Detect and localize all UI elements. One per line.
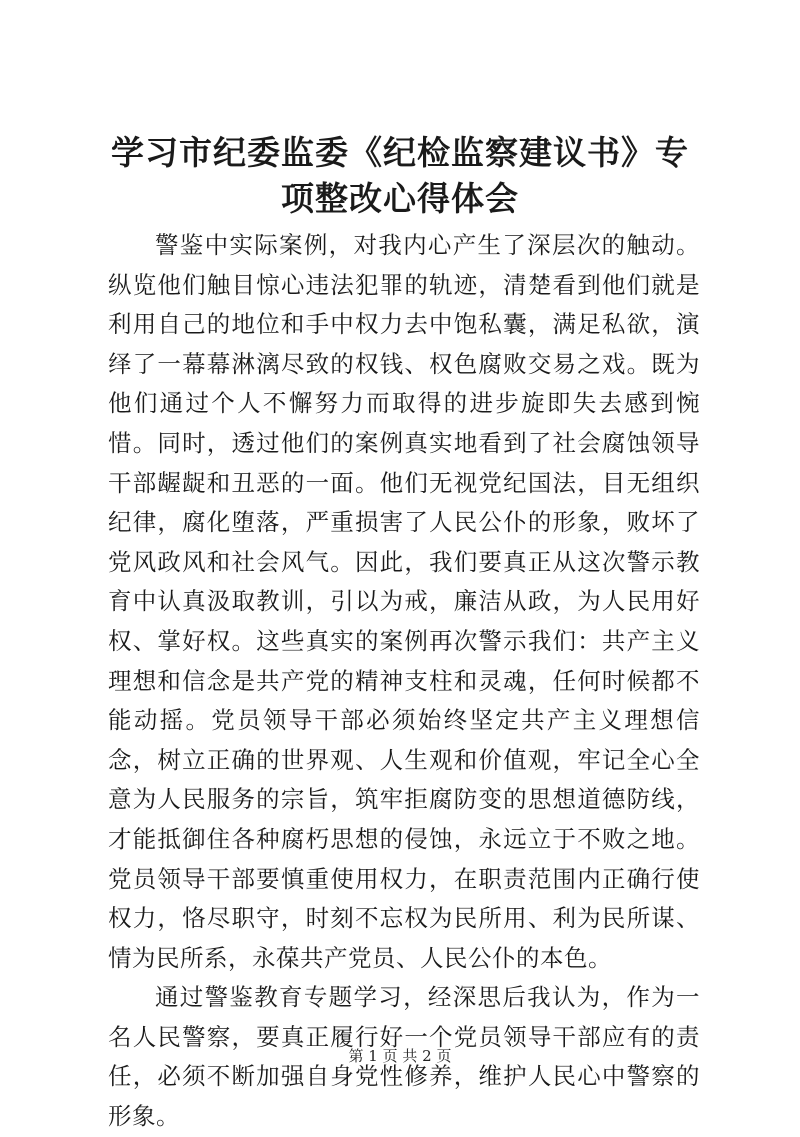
paragraph-2: 通过警鉴教育专题学习，经深思后我认为，作为一名人民警察，要真正履行好一个党员领导干部应有的责任，必须不断加强自身党性修养，维护人民心中警察的形象。 (108, 983, 700, 1131)
document-body (108, 226, 700, 1137)
document-title: 学习市纪委监委《纪检监察建议书》专项整改心得体会 (111, 133, 689, 218)
paragraph-1: 警鉴中实际案例，对我内心产生了深层次的触动。纵览他们触目惊心违法犯罪的轨迹，清楚看到他们就是利用自己的地位和手中权力去中饱私囊，满足私欲，演绎了一幕幕淋漓尽致的权钱、权色腐败交易之戏。既为他们通过个人不懈努力而取得的进步旋即失去感到惋惜。同时，透过他们的案例真实地看到了社会腐蚀领导干部龌龊和丑恶的一面。他们无视党纪国法，目无组织纪律，腐化堕落，严重损害了人民公仆的形象，败坏了党风政风和社会风气。因此，我们要真正从这次警示教育中认真汲取教训，引以为戒，廉洁从政，为人民用好权、掌好权。这些真实的案例再次警示我们：共产主义理想和信念是共产党的精神支柱和灵魂，任何时候都不能动摇。党员领导干部必须始终坚定共产主义理想信念，树立正确的世界观、人生观和价值观，牢记全心全意为人民服务的宗旨，筑牢拒腐防变的思想道德防线，才能抵御住各种腐朽思想的侵蚀，永远立于不败之地。党员领导干部要慎重使用权力，在职责范围内正确行使权力，恪尽职守，时刻不忘权为民所用、利为民所谋、情为民所系，永葆共产党员、人民公仆的本色。 (108, 231, 700, 972)
page-number-footer: 第 1 页 共 2 页 (348, 1047, 452, 1065)
